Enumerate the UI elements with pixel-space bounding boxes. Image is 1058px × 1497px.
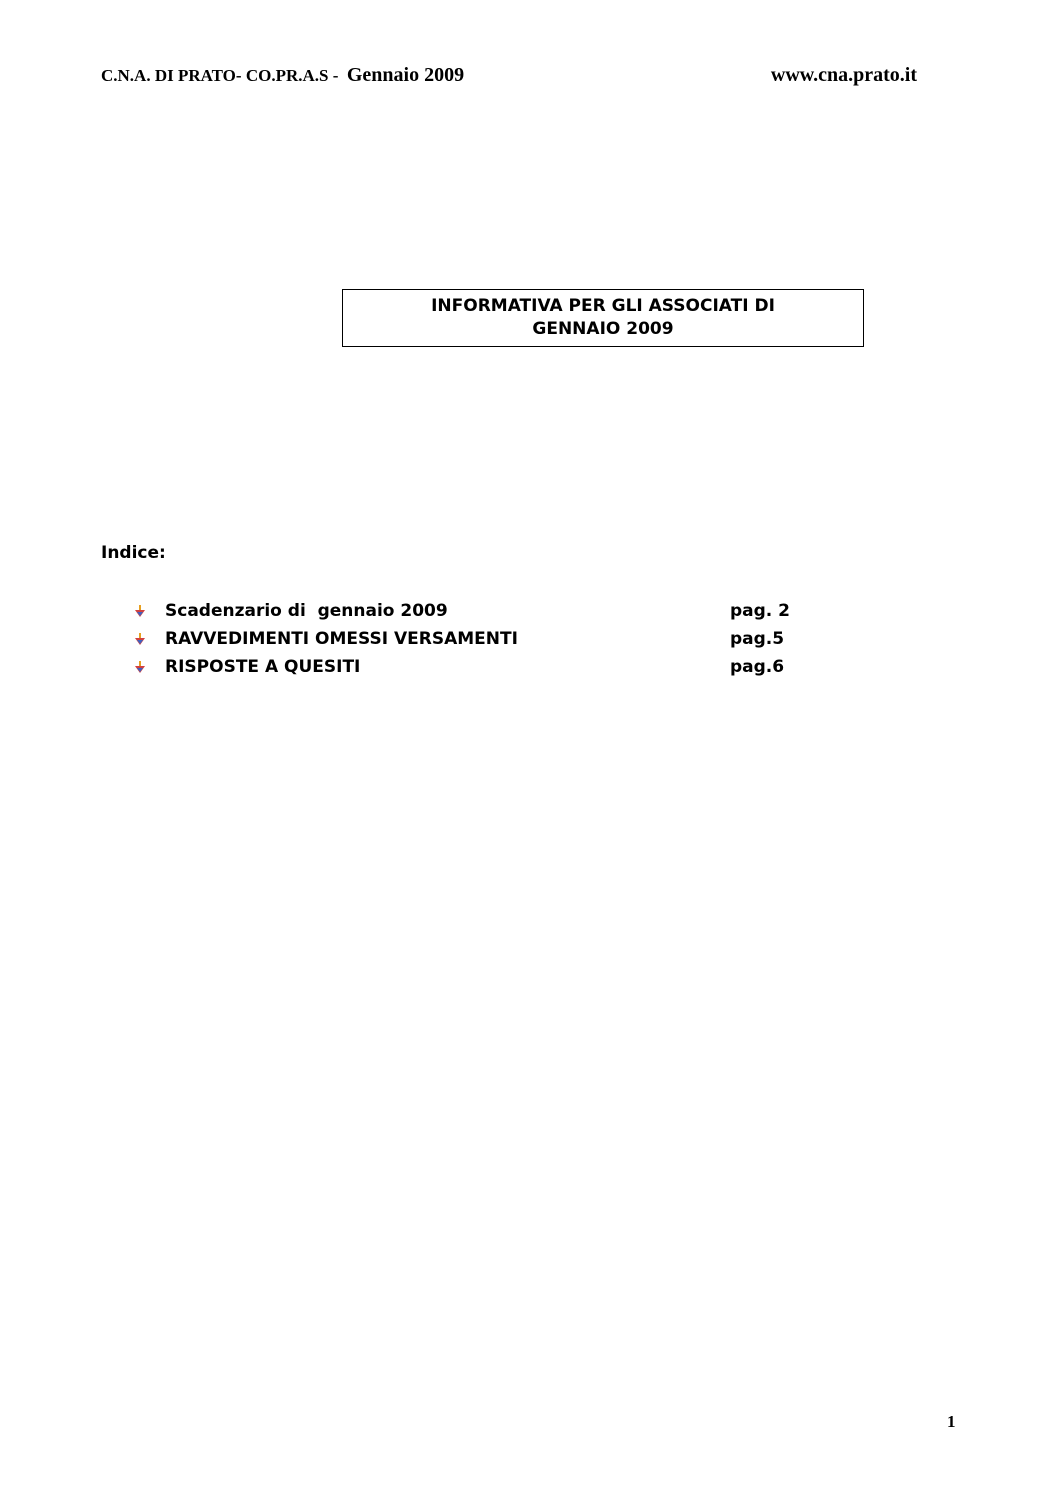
index-item-page: pag.5 (730, 629, 785, 649)
arrow-down-bullet-icon (133, 632, 147, 646)
index-item (133, 653, 833, 681)
header-website: www.cna.prato.it (770, 64, 917, 86)
index-item-label: RAVVEDIMENTI OMESSI VERSAMENTI (165, 629, 518, 649)
index-item-label: Scadenzario di gennaio 2009 (165, 601, 448, 621)
index-item-page: pag. 2 (730, 601, 791, 621)
arrow-down-bullet-icon (133, 660, 147, 674)
document-header-left (101, 64, 464, 87)
header-organization: C.N.A. DI PRATO- CO.PR.A.S - (101, 66, 339, 85)
index-item (133, 625, 833, 653)
index-item (133, 597, 833, 625)
title-box (342, 289, 864, 347)
index-item-label: RISPOSTE A QUESITI (165, 657, 361, 677)
index-item-page: pag.6 (730, 657, 785, 677)
title-line-2: GENNAIO 2009 (532, 319, 674, 339)
title-line-1: INFORMATIVA PER GLI ASSOCIATI DI (431, 296, 775, 316)
header-date: Gennaio 2009 (346, 64, 465, 86)
index-heading: Indice: (101, 543, 166, 563)
index-list (133, 597, 833, 681)
arrow-down-bullet-icon (133, 604, 147, 618)
page-number: 1 (947, 1412, 956, 1431)
